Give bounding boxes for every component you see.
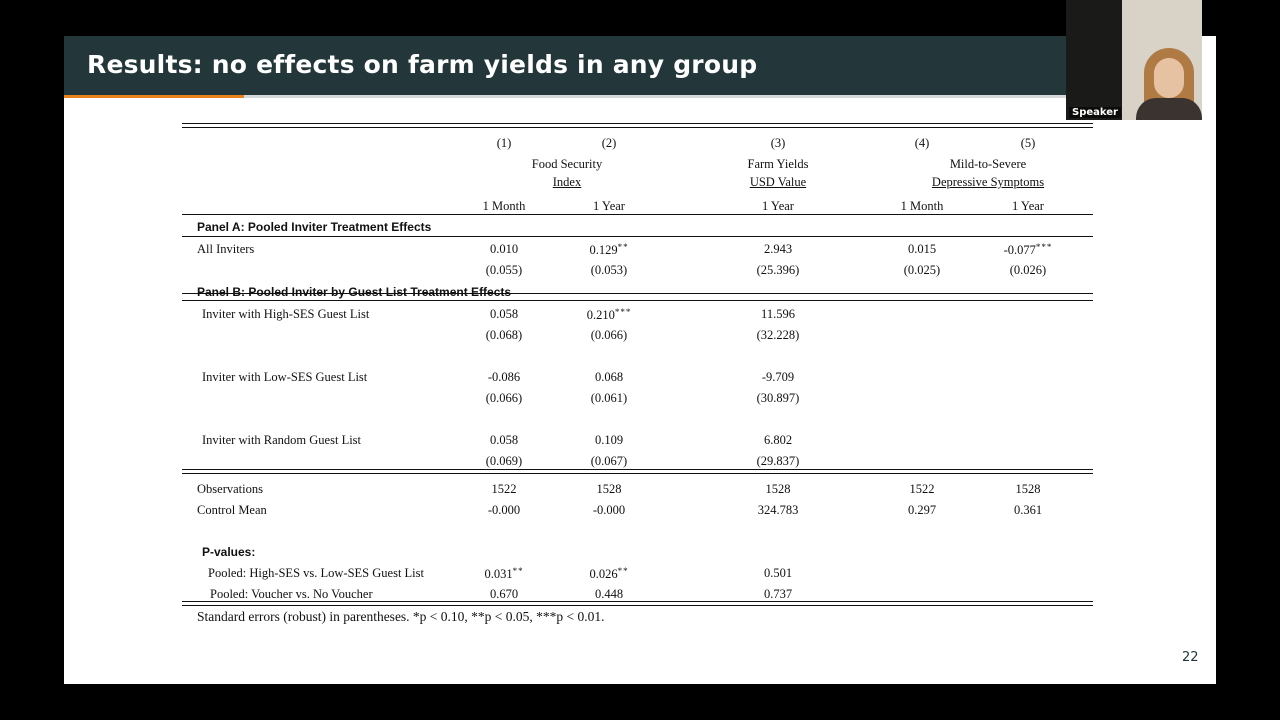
speaker-face bbox=[1154, 58, 1184, 98]
standard-error: (0.066) bbox=[590, 328, 628, 342]
pvalue: 0.031** bbox=[484, 566, 524, 581]
standard-error: (0.025) bbox=[903, 263, 941, 277]
regression-table bbox=[182, 123, 1093, 643]
column-period: 1 Year bbox=[762, 199, 794, 213]
control-mean-value: 324.783 bbox=[757, 503, 799, 517]
title-accent-line bbox=[64, 95, 244, 98]
column-number: (1) bbox=[496, 136, 512, 150]
coefficient: 0.210*** bbox=[586, 307, 632, 322]
coefficient: 0.058 bbox=[489, 433, 519, 447]
control-mean-value: 0.297 bbox=[907, 503, 937, 517]
coefficient: -9.709 bbox=[761, 370, 795, 384]
row-label: Observations bbox=[197, 482, 263, 496]
table-bottom-rule bbox=[182, 601, 1093, 602]
coefficient: 0.010 bbox=[489, 242, 519, 256]
column-group-title: Farm Yields bbox=[747, 157, 809, 171]
panel-b-bottom-rule bbox=[182, 469, 1093, 470]
table-top-rule bbox=[182, 123, 1093, 124]
standard-error: (30.897) bbox=[756, 391, 800, 405]
row-label: Inviter with High-SES Guest List bbox=[202, 307, 370, 321]
row-label: All Inviters bbox=[197, 242, 255, 256]
control-mean-value: 0.361 bbox=[1013, 503, 1043, 517]
table-top-rule-2 bbox=[182, 127, 1093, 128]
column-number: (3) bbox=[770, 136, 786, 150]
panel-a-rule bbox=[182, 236, 1093, 237]
column-group-title: Food Security bbox=[531, 157, 603, 171]
pvalue-label: Pooled: High-SES vs. Low-SES Guest List bbox=[208, 566, 424, 580]
column-group-subtitle: Depressive Symptoms bbox=[931, 175, 1045, 189]
header-rule bbox=[182, 214, 1093, 215]
panel-b-rule bbox=[182, 300, 1093, 301]
slide bbox=[64, 36, 1216, 684]
standard-error: (32.228) bbox=[756, 328, 800, 342]
speaker-label: Speaker bbox=[1069, 107, 1121, 118]
coefficient: 6.802 bbox=[763, 433, 793, 447]
title-rule bbox=[244, 95, 1066, 98]
column-group-title: Mild-to-Severe bbox=[949, 157, 1027, 171]
coefficient: -0.077*** bbox=[1003, 242, 1053, 257]
coefficient: 0.068 bbox=[594, 370, 624, 384]
title-bar bbox=[64, 36, 1066, 98]
pvalue: 0.026** bbox=[589, 566, 629, 581]
standard-error: (0.067) bbox=[590, 454, 628, 468]
observations-value: 1522 bbox=[491, 482, 517, 496]
standard-error: (0.069) bbox=[485, 454, 523, 468]
column-group-subtitle: USD Value bbox=[749, 175, 807, 189]
coefficient: 0.058 bbox=[489, 307, 519, 321]
pvalue: 0.448 bbox=[594, 587, 624, 601]
standard-error: (0.055) bbox=[485, 263, 523, 277]
speaker-video-tile[interactable] bbox=[1066, 0, 1202, 120]
standard-error: (0.061) bbox=[590, 391, 628, 405]
table-note: Standard errors (robust) in parentheses. *p < 0.10, **p < 0.05, ***p < 0.01. bbox=[197, 609, 605, 624]
column-number: (5) bbox=[1020, 136, 1036, 150]
column-number: (4) bbox=[914, 136, 930, 150]
pvalue: 0.670 bbox=[489, 587, 519, 601]
pvalue: 0.501 bbox=[763, 566, 793, 580]
coefficient: 0.015 bbox=[907, 242, 937, 256]
observations-value: 1528 bbox=[765, 482, 791, 496]
page-number: 22 bbox=[1182, 650, 1199, 665]
row-label: Inviter with Random Guest List bbox=[202, 433, 362, 447]
pvalue: 0.737 bbox=[763, 587, 793, 601]
coefficient: 2.943 bbox=[763, 242, 793, 256]
row-label: Inviter with Low-SES Guest List bbox=[202, 370, 368, 384]
standard-error: (0.053) bbox=[590, 263, 628, 277]
control-mean-value: -0.000 bbox=[487, 503, 521, 517]
pvalues-header: P-values: bbox=[202, 545, 256, 559]
observations-value: 1528 bbox=[1015, 482, 1041, 496]
observations-value: 1522 bbox=[909, 482, 935, 496]
standard-error: (0.026) bbox=[1009, 263, 1047, 277]
video-background bbox=[1066, 0, 1122, 120]
coefficient: -0.086 bbox=[487, 370, 521, 384]
column-period: 1 Month bbox=[900, 199, 944, 213]
column-period: 1 Year bbox=[593, 199, 625, 213]
coefficient: 0.129** bbox=[589, 242, 629, 257]
table-bottom-rule-2 bbox=[182, 605, 1093, 606]
column-number: (2) bbox=[601, 136, 617, 150]
column-period: 1 Year bbox=[1012, 199, 1044, 213]
standard-error: (0.066) bbox=[485, 391, 523, 405]
coefficient: 11.596 bbox=[761, 307, 795, 321]
observations-value: 1528 bbox=[596, 482, 622, 496]
standard-error: (0.068) bbox=[485, 328, 523, 342]
pvalue-label: Pooled: Voucher vs. No Voucher bbox=[210, 587, 373, 601]
coefficient: 0.109 bbox=[594, 433, 624, 447]
control-mean-value: -0.000 bbox=[592, 503, 626, 517]
standard-error: (29.837) bbox=[756, 454, 800, 468]
column-group-subtitle: Index bbox=[552, 175, 582, 189]
standard-error: (25.396) bbox=[756, 263, 800, 277]
panel-b-header: Panel B: Pooled Inviter by Guest List Treatment Effects bbox=[197, 285, 512, 299]
slide-title: Results: no effects on farm yields in any group bbox=[87, 50, 758, 79]
column-period: 1 Month bbox=[482, 199, 526, 213]
panel-b-bottom-rule-2 bbox=[182, 473, 1093, 474]
panel-a-header: Panel A: Pooled Inviter Treatment Effects bbox=[197, 220, 432, 234]
speaker-body bbox=[1136, 98, 1202, 120]
row-label: Control Mean bbox=[197, 503, 267, 517]
